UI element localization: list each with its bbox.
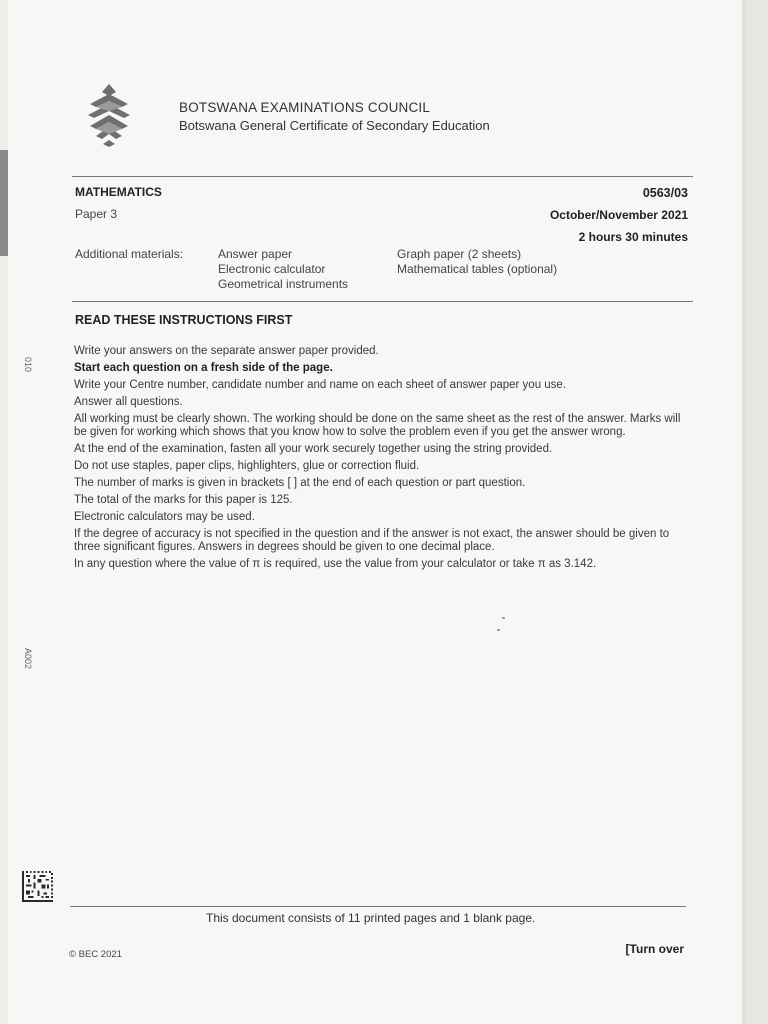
- divider-bottom: [70, 906, 686, 907]
- certificate-name: Botswana General Certificate of Secondary Education: [179, 118, 490, 133]
- exam-duration: 2 hours 30 minutes: [578, 230, 688, 244]
- instruction-line: Write your Centre number, candidate number and name on each sheet of answer paper you use.: [74, 379, 567, 391]
- instruction-line: In any question where the value of π is required, use the value from your calculator or take π as 3.142.: [74, 558, 597, 570]
- paper-speck: [497, 629, 500, 631]
- instruction-line: The number of marks is given in brackets [ ] at the end of each question or part question.: [74, 477, 526, 489]
- datamatrix-code: [22, 871, 53, 902]
- material-item: Electronic calculator: [218, 262, 326, 276]
- bec-logo: [86, 82, 132, 148]
- material-item: Answer paper: [218, 247, 293, 261]
- materials-column-2: [397, 247, 557, 277]
- instruction-line: Do not use staples, paper clips, highlighters, glue or correction fluid.: [74, 460, 420, 472]
- page-edge-shadow: [744, 0, 768, 1024]
- material-item: Graph paper (2 sheets): [397, 247, 522, 261]
- materials-column-1: [218, 247, 348, 292]
- instruction-line: The total of the marks for this paper is 125.: [74, 494, 293, 506]
- instructions-heading: READ THESE INSTRUCTIONS FIRST: [75, 313, 293, 327]
- instruction-line: Answer all questions.: [74, 396, 183, 408]
- org-name: BOTSWANA EXAMINATIONS COUNCIL: [179, 100, 431, 115]
- divider-middle: [72, 301, 693, 302]
- side-code-top: 010: [23, 357, 33, 373]
- instruction-line: If the degree of accuracy is not specified in the question and if the answer is not exact, the answer should be given to three significant figures. Answers in degrees should be given to one decimal place.: [74, 528, 670, 553]
- subject-title: MATHEMATICS: [75, 185, 162, 199]
- page-count-note: This document consists of 11 printed pages and 1 blank page.: [206, 911, 536, 925]
- instruction-line: All working must be clearly shown. The working should be done on the same sheet as the rest of the answer. Marks will be given for working which shows that you know how to solve the problem even if you get the answer wrong.: [74, 413, 681, 438]
- paper-number: Paper 3: [75, 207, 118, 221]
- paper-speck: [502, 617, 505, 619]
- instruction-line: Electronic calculators may be used.: [74, 511, 255, 523]
- instruction-line: Write your answers on the separate answer paper provided.: [74, 345, 379, 357]
- exam-session: October/November 2021: [549, 208, 688, 222]
- divider-top: [72, 176, 693, 177]
- instructions-list: [74, 345, 686, 575]
- material-item: Mathematical tables (optional): [397, 262, 558, 276]
- material-item: Geometrical instruments: [218, 277, 349, 291]
- copyright: © BEC 2021: [69, 949, 122, 960]
- side-code-bottom: A002: [23, 648, 33, 670]
- turn-over: [Turn over: [625, 942, 684, 956]
- syllabus-code: 0563/03: [642, 186, 688, 200]
- instruction-line: At the end of the examination, fasten all your work securely together using the string provided.: [74, 443, 553, 455]
- instruction-line: Start each question on a fresh side of the page.: [74, 362, 333, 374]
- materials-label: Additional materials:: [75, 247, 184, 261]
- binding-tabs: [0, 150, 8, 256]
